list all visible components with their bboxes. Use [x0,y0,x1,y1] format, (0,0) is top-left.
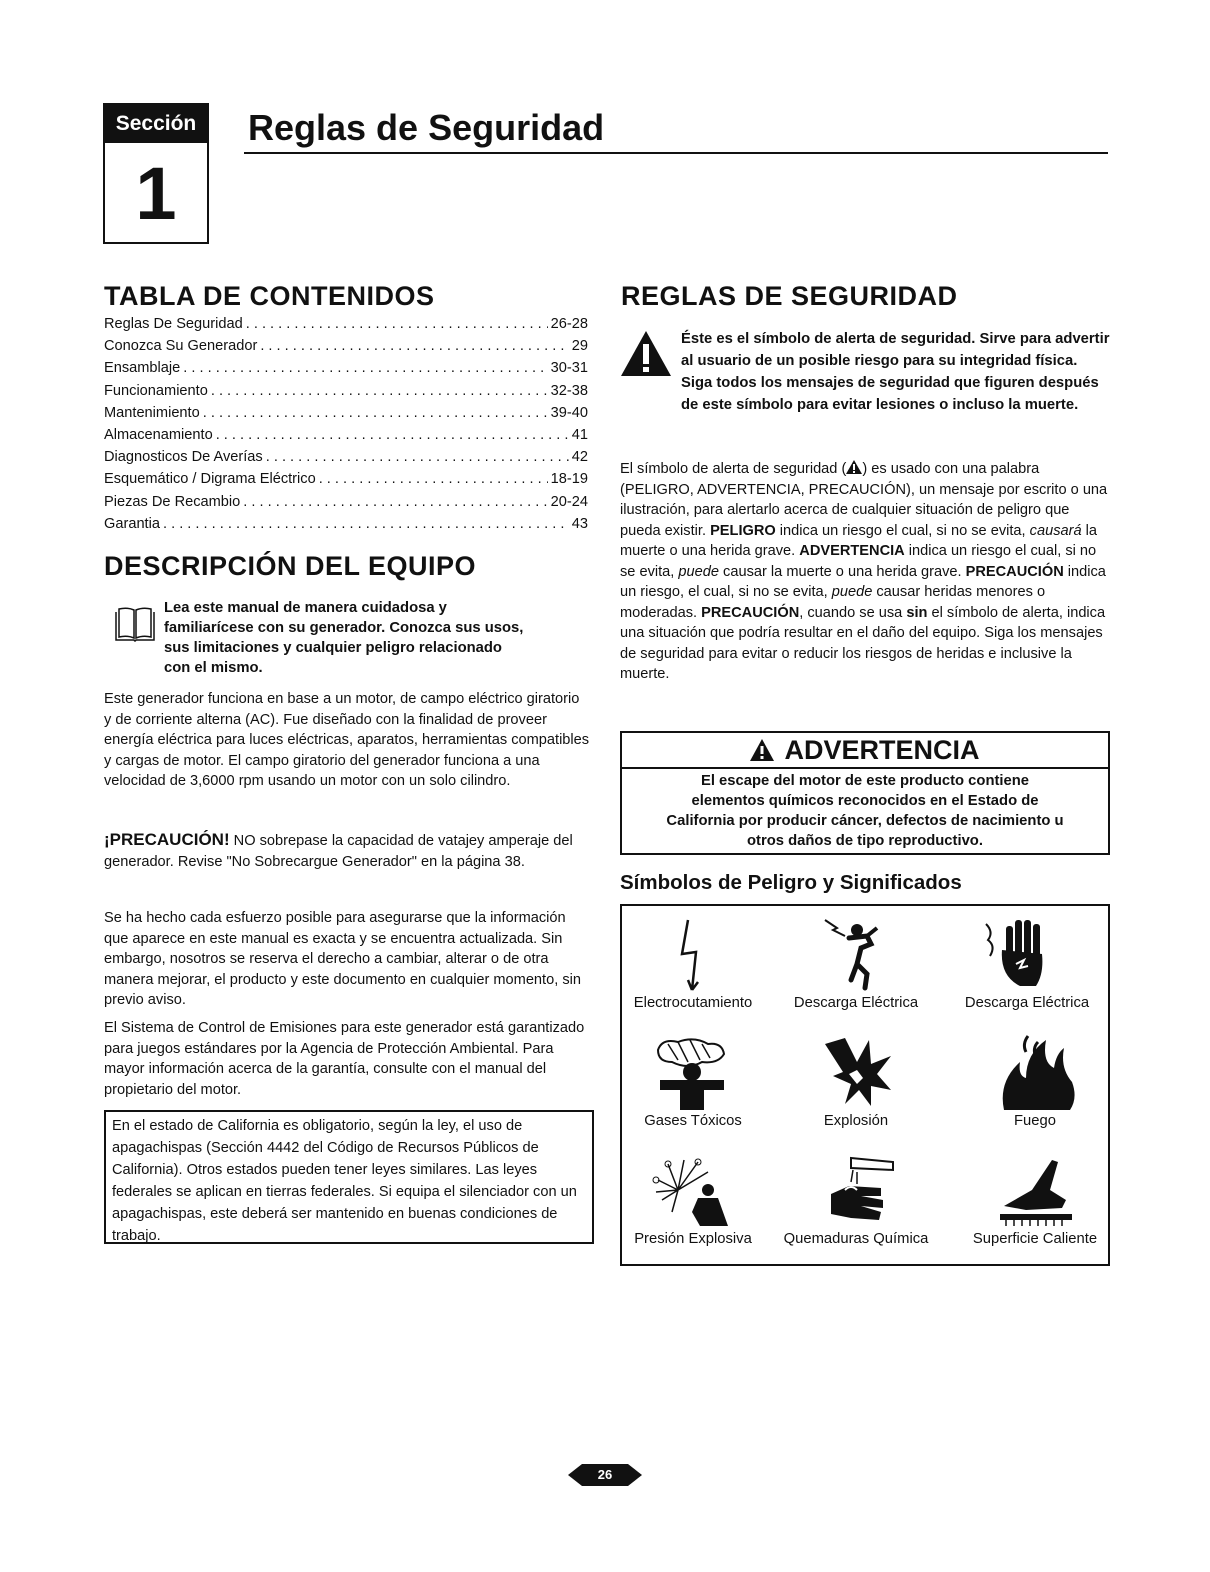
inline-alert-icon [846,460,862,474]
toc-item[interactable]: Almacenamiento . . . 41 [104,424,588,446]
toc-item[interactable]: Diagnosticos De Averías . . . 42 [104,446,588,468]
accuracy-paragraph: Se ha hecho cada esfuerzo posible para asegurarse que la información que aparece en este manual es exacta y se encuentra actualizada. Sin embargo, nosotros se reserva el derecho a cambiar, alterar o de otra manera mejorar, el producto y este documento en cualquier momento, sin previo aviso. [104,910,581,1008]
symbols-grid [620,904,1110,1266]
hot-surface-icon [992,1150,1082,1230]
safety-heading: REGLAS DE SEGURIDAD [621,281,958,311]
symbols-heading: Símbolos de Peligro y Significados [620,871,962,894]
table-of-contents [104,313,588,535]
toc-item[interactable]: Piezas De Recambio . . . 20-24 [104,491,588,513]
symbol-label: Descarga Eléctrica [964,995,1090,1011]
warning-text: El escape del motor de este producto contiene elementos químicos reconocidos en el Estado de California por producir cáncer, defectos de nacimiento u otros daños de tipo reproductivo. [666,773,1064,849]
fire-icon [992,1032,1082,1112]
manual-note: Lea este manual de manera cuidadosa y familiarícese con su generador. Conozca sus usos, sus limitaciones y cualquier peligro relacionado con el mismo. [164,600,524,676]
toc-item[interactable]: Funcionamiento . . . 32-38 [104,380,588,402]
description-heading: DESCRIPCIÓN DEL EQUIPO [104,551,477,581]
symbol-label: Electrocutamiento [633,995,753,1011]
toc-item[interactable]: Ensamblaje . . . 30-31 [104,357,588,379]
warning-triangle-icon [750,739,774,761]
generator-description: Este generador funciona en base a un motor, de campo eléctrico giratorio y de corriente alterna (AC). Fue diseñado con la finalidad de proveer energía eléctrica para luces eléctricas, aparatos, herramientas compatibles y cargas de motor. El campo giratorio del generador funciona a una velocidad de 3,6000 rpm usando un motor con un solo cilindro. [104,691,590,789]
explosion-icon [811,1032,901,1112]
symbol-label: Quemaduras Química [783,1231,929,1247]
falling-person-shock-icon [811,914,901,994]
toxic-gas-icon [648,1032,738,1112]
hand-shock-icon [976,914,1066,994]
symbol-label: Descarga Eléctrica [793,995,919,1011]
chemical-burn-icon [811,1150,901,1230]
caution-paragraph: ¡PRECAUCIÓN! NO sobrepase la capacidad de vatajey amperaje del generador. Revise "No Sobrecargue Generador" en la página 38. [104,830,573,870]
symbol-label: Superficie Caliente [972,1231,1098,1247]
toc-item[interactable]: Garantia . . . 43 [104,513,588,535]
symbol-label: Gases Tóxicos [644,1113,742,1129]
toc-item[interactable]: Conozca Su Generador . . . 29 [104,335,588,357]
warning-box [620,731,1110,855]
emissions-paragraph: El Sistema de Control de Emisiones para este generador está garantizado para juegos estándares por la Agencia de Protección Ambiental. Para mayor información acerca de la garantía, consulte con el manual del propietario del motor. [104,1020,585,1098]
toc-item[interactable]: Reglas De Seguridad . . . 26-28 [104,313,588,335]
caution-label: ¡PRECAUCIÓN! [104,830,230,849]
page-title: Reglas de Seguridad [248,107,605,148]
manual-book-icon [113,604,157,644]
explosive-pressure-icon [648,1150,738,1230]
section-badge [103,103,209,244]
title-divider [244,152,1108,154]
warning-header [622,733,1108,769]
toc-item[interactable]: Mantenimiento . . . 39-40 [104,402,588,424]
symbol-label: Fuego [1014,1113,1056,1129]
section-label: Sección [105,105,207,143]
symbol-label: Explosión [823,1113,889,1129]
toc-item[interactable]: Esquemático / Digrama Eléctrico . . . 18-19 [104,468,588,490]
lightning-icon [648,914,738,994]
spark-arrester-note: En el estado de California es obligatorio, según la ley, el uso de apagachispas (Sección 4442 del Código de Recursos Públicos de California). Otros estados pueden tener leyes similares. Las leyes federales se aplican en tierras federales. Si equipa el silenciador con un apagachispas, este deberá ser mantenido en buenas condiciones de trabajo. [104,1110,594,1244]
symbol-label: Presión Explosiva [634,1231,752,1247]
alert-symbol-description: Éste es el símbolo de alerta de seguridad. Sirve para advertir al usuario de un posible riesgo para su integridad física. Siga todos los mensajes de seguridad que figuren después de este símbolo para evitar lesiones o incluso la muerte. [681,331,1110,413]
toc-heading: TABLA DE CONTENIDOS [104,281,435,311]
warning-title: ADVERTENCIA [784,735,980,765]
safety-alert-icon [620,330,672,377]
page-number: 26 [597,1467,613,1482]
section-number: 1 [135,152,177,235]
signal-words-paragraph: El símbolo de alerta de seguridad ( ) es usado con una palabra (PELIGRO, ADVERTENCIA, PRECAUCIÓN), un mensaje por escrito o una ilustración, para alertarlo acerca de cualquier situación de peligro que pueda existir. PELIGRO indica un riesgo el cual, si no se evita, causará la muerte o una herida grave. ADVERTENCIA indica un riesgo el cual, si no se evita, puede causar la muerte o una herida grave. PRECAUCIÓN indica un riesgo, el cual, si no se evita, puede causar heridas menores o moderadas. PRECAUCIÓN, cuando se usa sin el símbolo de alerta, indica una situación que podría resultar en el daño del equipo. Siga los mensajes de seguridad para evitar o reducir los riesgos de heridas e inclusive la muerte. [620,461,1108,682]
